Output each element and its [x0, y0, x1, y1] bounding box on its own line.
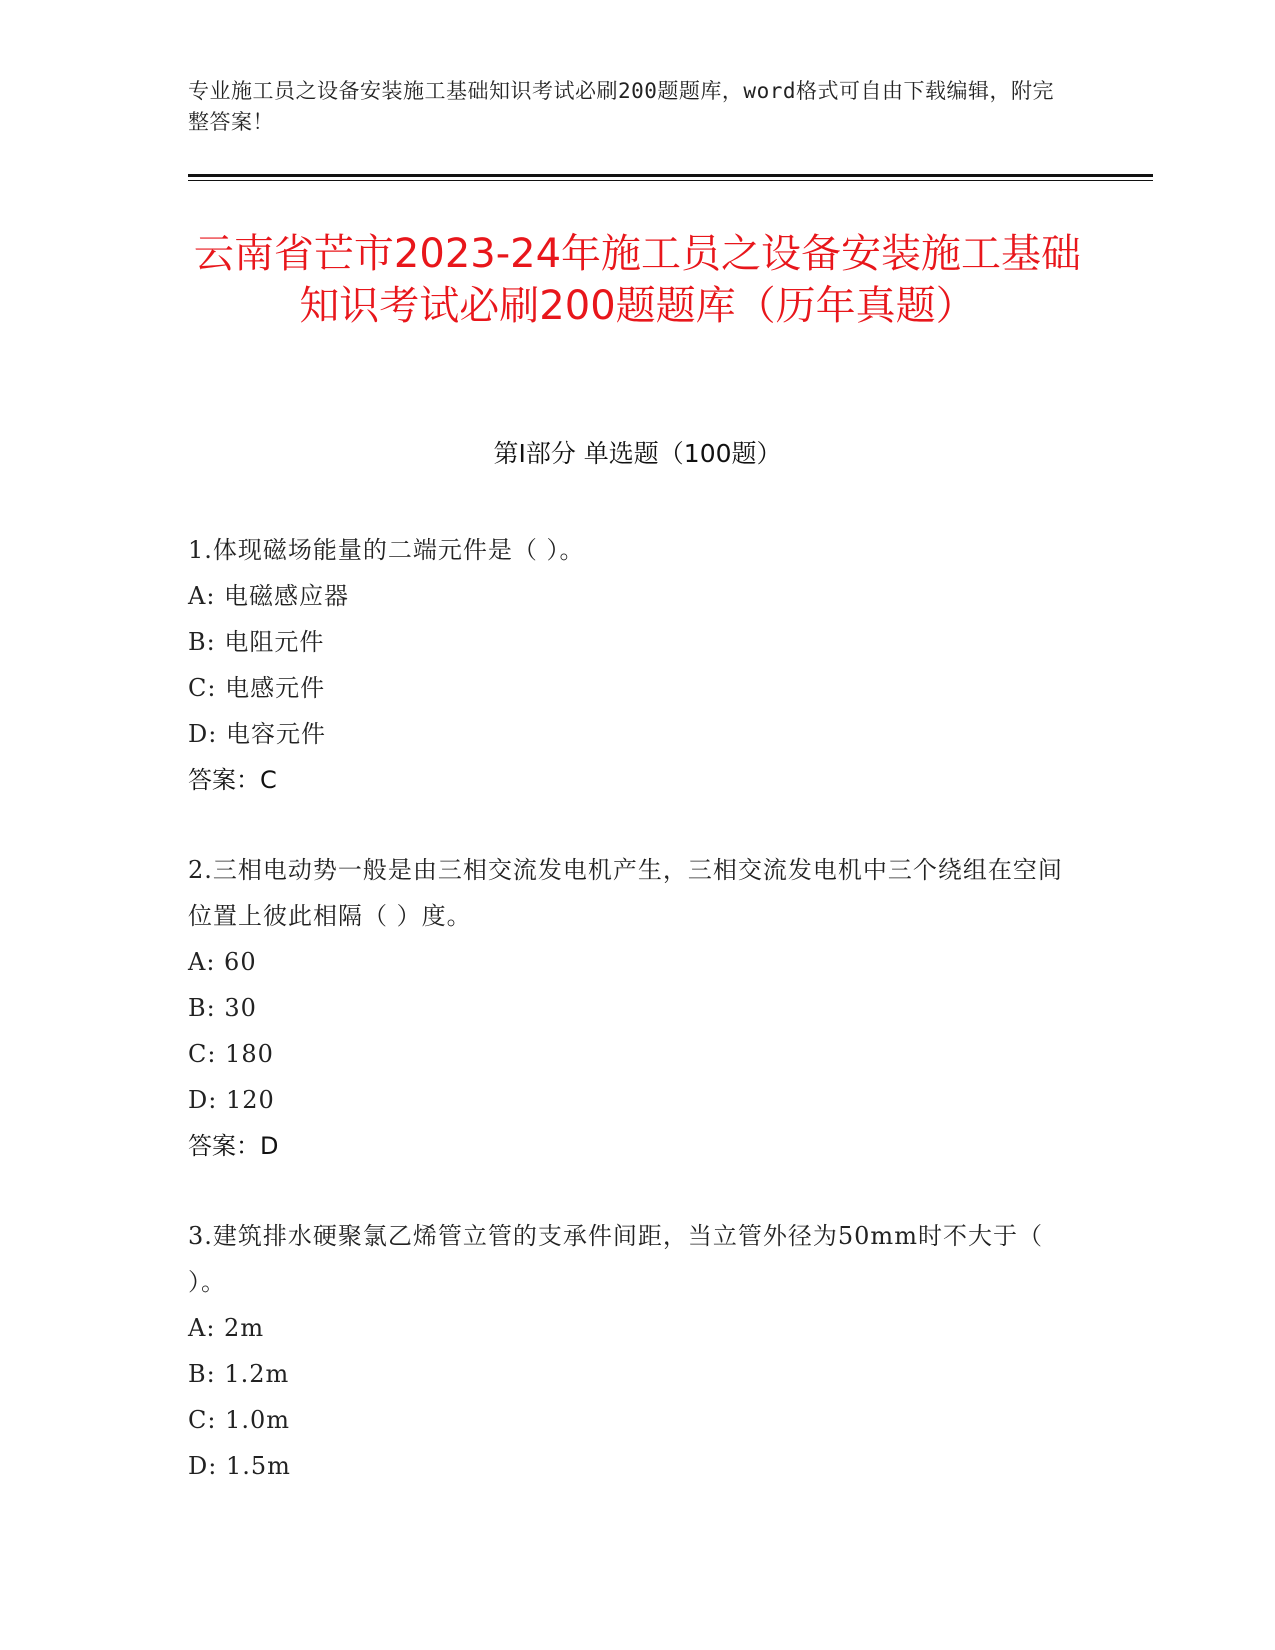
document-title: 云南省芒市2023-24年施工员之设备安装施工基础知识考试必刷200题题库（历年真题） [193, 231, 1082, 329]
question-item [188, 1213, 1068, 1489]
answer-line: 答案：C [188, 766, 277, 794]
option-c: C: 180 [188, 1040, 274, 1068]
question-list [188, 527, 1068, 1533]
option-d: D: 1.5m [188, 1452, 291, 1480]
option-c: C: 电感元件 [188, 674, 326, 702]
header-note: 专业施工员之设备安装施工基础知识考试必刷200题题库，word格式可自由下载编辑，附完整答案！ [188, 79, 1054, 134]
answer-line: 答案：D [188, 1132, 279, 1160]
option-b: B: 电阻元件 [188, 628, 325, 656]
header-rule-thick [188, 174, 1153, 177]
option-c: C: 1.0m [188, 1406, 291, 1434]
option-d: D: 120 [188, 1086, 275, 1114]
option-b: B: 1.2m [188, 1360, 290, 1388]
header-rule-thin [188, 180, 1153, 181]
question-text: 2.三相电动势一般是由三相交流发电机产生，三相交流发电机中三个绕组在空间位置上彼此相隔（ ）度。 [188, 856, 1063, 930]
section-heading: 第Ⅰ部分 单选题（100题） [493, 439, 782, 468]
option-b: B: 30 [188, 994, 257, 1022]
question-item [188, 527, 1068, 803]
option-a: A: 60 [188, 948, 257, 976]
option-a: A: 2m [188, 1314, 265, 1342]
question-item [188, 847, 1068, 1169]
question-text: 3.建筑排水硬聚氯乙烯管立管的支承件间距，当立管外径为50mm时不大于（ ）。 [188, 1222, 1043, 1296]
question-text: 1.体现磁场能量的二端元件是（ ）。 [188, 536, 585, 564]
option-d: D: 电容元件 [188, 720, 326, 748]
option-a: A: 电磁感应器 [188, 582, 350, 610]
